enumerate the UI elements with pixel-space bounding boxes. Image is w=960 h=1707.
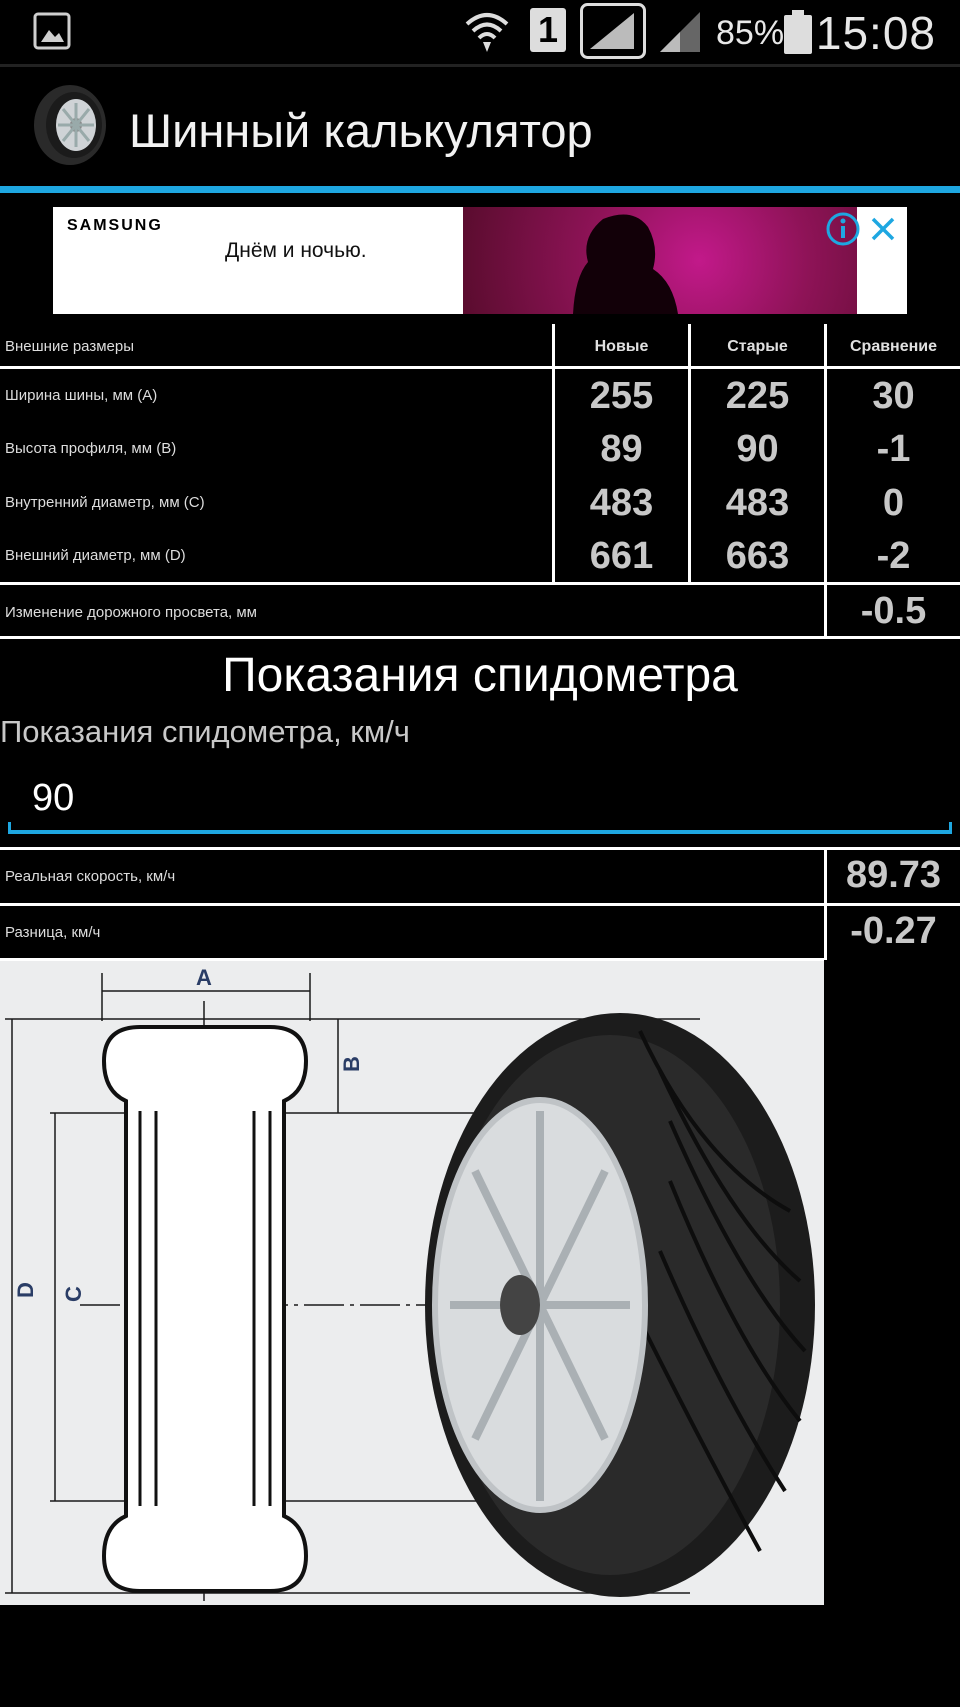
tire-diagram — [0, 961, 824, 1605]
tire-app-icon[interactable] — [30, 83, 108, 167]
tire-diagram-drawing — [0, 961, 824, 1605]
row-new: 255 — [589, 375, 654, 417]
ad-image — [463, 207, 857, 314]
clearance-value: -0.5 — [860, 590, 927, 632]
real-speed-label: Реальная скорость, км/ч — [5, 868, 176, 885]
underline-tick-right — [949, 822, 952, 834]
row-label: Ширина шины, мм (A) — [5, 387, 158, 404]
ad-close-icon[interactable] — [867, 213, 899, 245]
ad-info-icon[interactable] — [825, 211, 861, 247]
row-new: 483 — [589, 482, 654, 524]
gallery-icon — [33, 12, 71, 50]
signal-icon — [580, 3, 646, 59]
row-old: 225 — [725, 375, 790, 417]
difference-value: -0.27 — [850, 910, 937, 952]
wifi-icon — [462, 6, 512, 56]
header-old: Старые — [727, 338, 788, 355]
row-label: Высота профиля, мм (B) — [5, 440, 177, 457]
row-label: Внутренний диаметр, мм (C) — [5, 494, 205, 511]
dimension-label-c: C — [60, 1286, 86, 1302]
action-bar — [0, 67, 960, 186]
underline-tick-left — [8, 822, 11, 834]
header-compare: Сравнение — [849, 338, 938, 355]
status-bar — [0, 0, 960, 67]
clearance-label: Изменение дорожного просвета, мм — [5, 604, 257, 621]
signal-icon-2 — [658, 10, 702, 54]
sim-icon: 1 — [530, 8, 566, 52]
row-diff: 30 — [872, 375, 915, 417]
ad-silhouette — [463, 207, 857, 314]
row-old: 483 — [725, 482, 790, 524]
real-speed-value: 89.73 — [845, 854, 942, 896]
row-old: 663 — [725, 535, 790, 577]
ad-brand: SAMSUNG — [67, 217, 163, 234]
dimension-label-d: D — [12, 1282, 38, 1298]
ad-banner[interactable] — [53, 207, 907, 314]
action-bar-divider — [0, 186, 960, 193]
row-old: 90 — [736, 428, 779, 470]
dimension-label-b: B — [338, 1056, 364, 1072]
app-title: Шинный калькулятор — [129, 104, 593, 157]
dimension-label-a: A — [196, 965, 212, 990]
row-diff: -2 — [876, 535, 911, 577]
speedometer-input-label: Показания спидометра, км/ч — [0, 714, 410, 749]
ad-tagline: Днём и ночью. — [225, 239, 367, 262]
row-diff: -1 — [876, 428, 911, 470]
difference-label: Разница, км/ч — [5, 924, 101, 941]
header-label: Внешние размеры — [5, 338, 135, 355]
battery-icon — [784, 10, 812, 54]
battery-percent: 85% — [716, 14, 785, 52]
speedometer-title: Показания спидометра — [222, 649, 738, 702]
clock: 15:08 — [815, 7, 936, 59]
dimensions-table — [0, 324, 960, 964]
row-new: 89 — [600, 428, 643, 470]
header-new: Новые — [594, 338, 649, 355]
speedometer-input[interactable] — [30, 776, 834, 821]
speedometer-input-underline — [8, 830, 952, 834]
row-label: Внешний диаметр, мм (D) — [5, 547, 186, 564]
row-diff: 0 — [882, 482, 905, 524]
row-new: 661 — [589, 535, 654, 577]
